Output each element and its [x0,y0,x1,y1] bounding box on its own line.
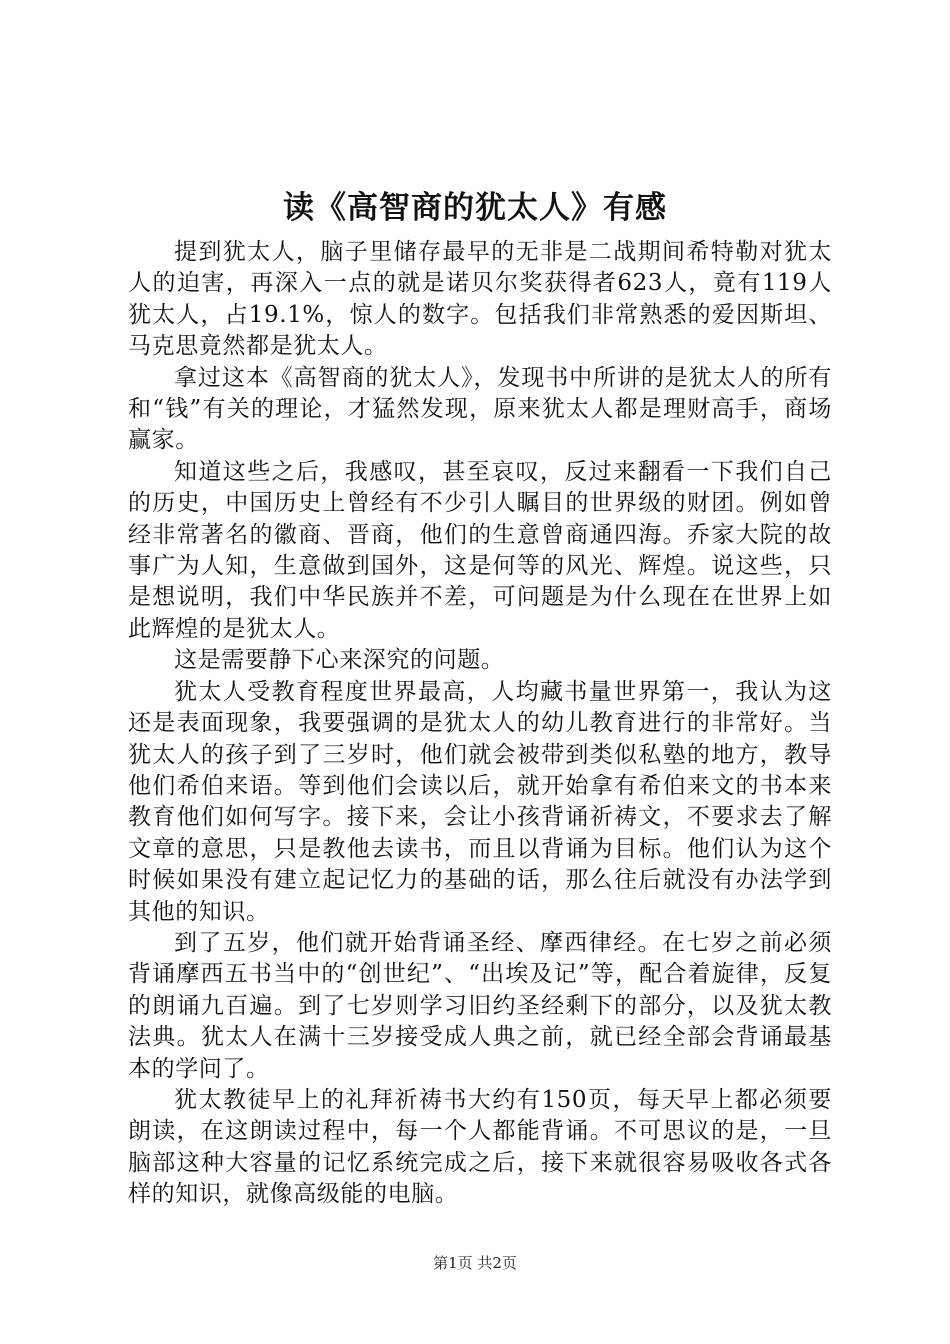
paragraph-7: 犹太教徒早上的礼拜祈祷书大约有150页，每天早上都必须要朗读，在这朗读过程中，每一个人都能背诵。不可思议的是，一旦脑部这种大容量的记忆系统完成之后，接下来就很容易吸收各式各样的知识，就像高级能的电脑。 [128,1086,832,1208]
document-title: 读《高智商的犹太人》有感 [283,190,667,226]
paragraph-3: 知道这些之后，我感叹，甚至哀叹，反过来翻看一下我们自己的历史，中国历史上曾经有不少引人瞩目的世界级的财团。例如曾经非常著名的徽商、晋商，他们的生意曾商通四海。乔家大院的故事广为人知，生意做到国外，这是何等的风光、辉煌。说这些，只是想说明，我们中华民族并不差，可问题是为什么现在在世界上如此辉煌的是犹太人。 [128,458,832,642]
paragraph-6: 到了五岁，他们就开始背诵圣经、摩西律经。在七岁之前必须背诵摩西五书当中的“创世纪”、“出埃及记”等，配合着旋律，反复的朗诵九百遍。到了七岁则学习旧约圣经剩下的部分，以及犹太教法典。犹太人在满十三岁接受成人典之前，就已经全部会背诵最基本的学问了。 [128,929,832,1082]
document-body [128,237,832,1211]
paragraph-1: 提到犹太人，脑子里储存最早的无非是二战期间希特勒对犹太人的迫害，再深入一点的就是诺贝尔奖获得者623人，竟有119人犹太人，占19.1%，惊人的数字。包括我们非常熟悉的爱因斯坦、马克思竟然都是犹太人。 [128,239,832,360]
paragraph-5: 犹太人受教育程度世界最高，人均藏书量世界第一，我认为这还是表面现象，我要强调的是犹太人的幼儿教育进行的非常好。当犹太人的孩子到了三岁时，他们就会被带到类似私塾的地方，教导他们希伯来语。等到他们会读以后，就开始拿有希伯来文的书本来教育他们如何写字。接下来，会让小孩背诵祈祷文，不要求去了解文章的意思，只是教他去读书，而且以背诵为目标。他们认为这个时候如果没有建立起记忆力的基础的话，那么往后就没有办法学到其他的知识。 [128,678,832,925]
paragraph-2: 拿过这本《高智商的犹太人》，发现书中所讲的是犹太人的所有和“钱”有关的理论，才猛然发现，原来犹太人都是理财高手，商场赢家。 [128,364,832,454]
page-number-footer: 第1页 共2页 [433,1254,517,1272]
paragraph-4: 这是需要静下心来深究的问题。 [174,647,505,674]
